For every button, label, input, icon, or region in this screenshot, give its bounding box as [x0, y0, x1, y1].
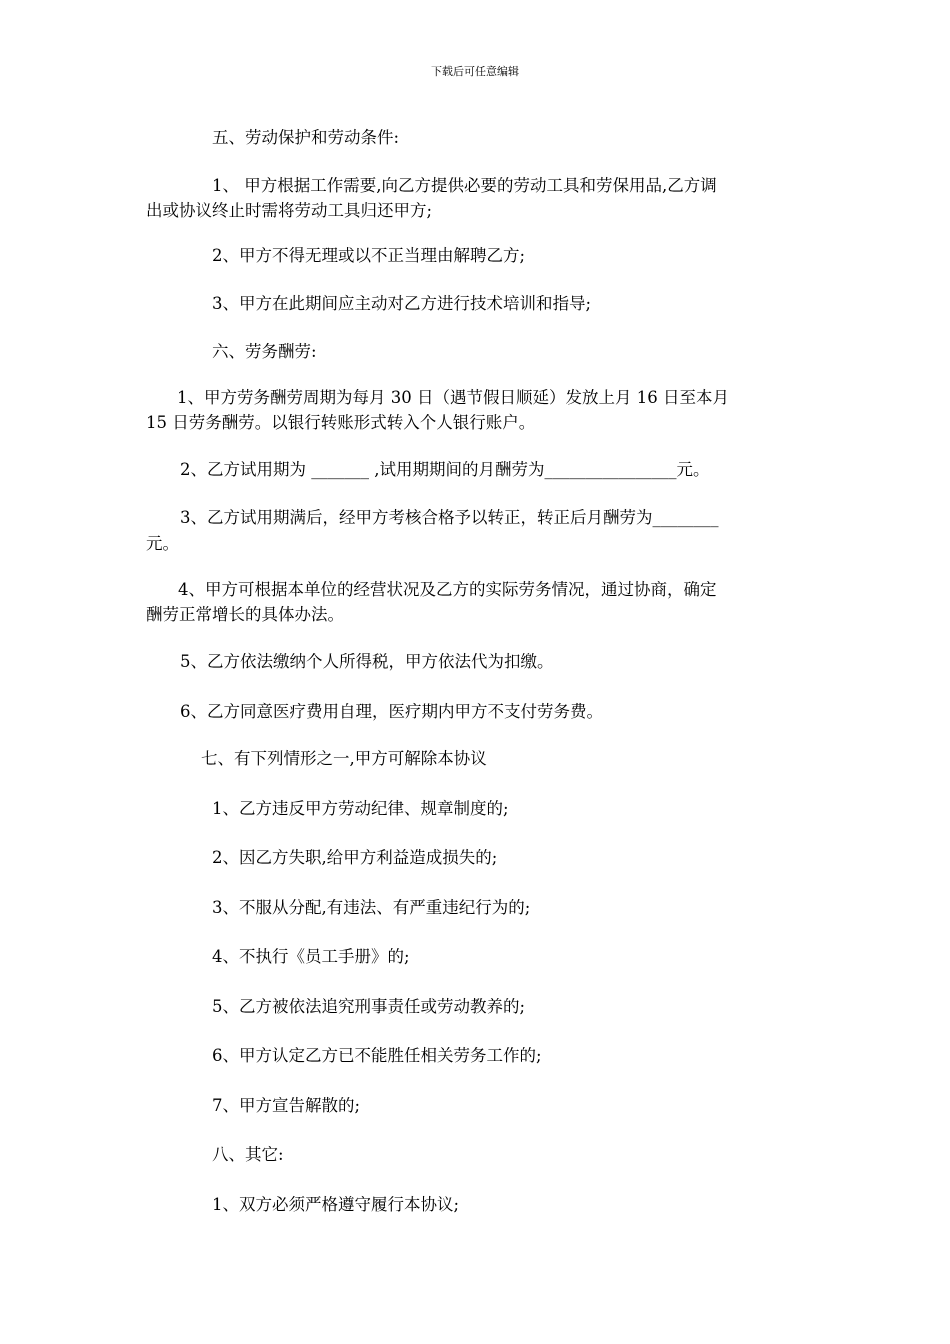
section-8-title: 八、其它: [212, 1145, 284, 1164]
clause-7-3: 3、不服从分配,有违法、有严重违纪行为的; [212, 898, 531, 917]
section-7-title: 七、有下列情形之一,甲方可解除本协议 [201, 749, 487, 768]
clause-5-1-line-2: 出或协议终止时需将劳动工具归还甲方; [146, 201, 433, 220]
clause-6-3-line-1: 3、乙方试用期满后，经甲方考核合格予以转正，转正后月酬劳为________ [180, 508, 719, 527]
clause-8-1: 1、双方必须严格遵守履行本协议; [212, 1195, 460, 1214]
section-6-title: 六、劳务酬劳: [212, 342, 317, 361]
clause-6-1-line-1: 1、甲方劳务酬劳周期为每月 30 日（遇节假日顺延）发放上月 16 日至本月 [177, 388, 729, 407]
clause-7-5: 5、乙方被依法追究刑事责任或劳动教养的; [212, 997, 526, 1016]
clause-5-1-line-1: 1、 甲方根据工作需要,向乙方提供必要的劳动工具和劳保用品,乙方调 [212, 176, 717, 195]
clause-6-4-line-2: 酬劳正常增长的具体办法。 [146, 605, 344, 624]
clause-5-3: 3、甲方在此期间应主动对乙方进行技术培训和指导; [212, 294, 592, 313]
clause-7-2: 2、因乙方失职,给甲方利益造成损失的; [212, 848, 498, 867]
clause-6-3-line-2: 元。 [146, 534, 179, 553]
page-header: 下载后可任意编辑 [431, 65, 519, 78]
clause-6-1-line-2: 15 日劳务酬劳。以银行转账形式转入个人银行账户。 [146, 413, 536, 432]
clause-6-2: 2、乙方试用期为 _______ ,试用期期间的月酬劳为________________元。 [180, 460, 710, 479]
clause-6-5: 5、乙方依法缴纳个人所得税，甲方依法代为扣缴。 [180, 652, 554, 671]
clause-7-1: 1、乙方违反甲方劳动纪律、规章制度的; [212, 799, 509, 818]
clause-7-6: 6、甲方认定乙方已不能胜任相关劳务工作的; [212, 1046, 542, 1065]
clause-7-4: 4、不执行《员工手册》的; [212, 947, 410, 966]
clause-6-4-line-1: 4、甲方可根据本单位的经营状况及乙方的实际劳务情况，通过协商，确定 [178, 580, 717, 599]
section-5-title: 五、劳动保护和劳动条件: [212, 128, 400, 147]
clause-7-7: 7、甲方宣告解散的; [212, 1096, 361, 1115]
clause-6-6: 6、乙方同意医疗费用自理，医疗期内甲方不支付劳务费。 [180, 702, 603, 721]
clause-5-2: 2、甲方不得无理或以不正当理由解聘乙方; [212, 246, 526, 265]
